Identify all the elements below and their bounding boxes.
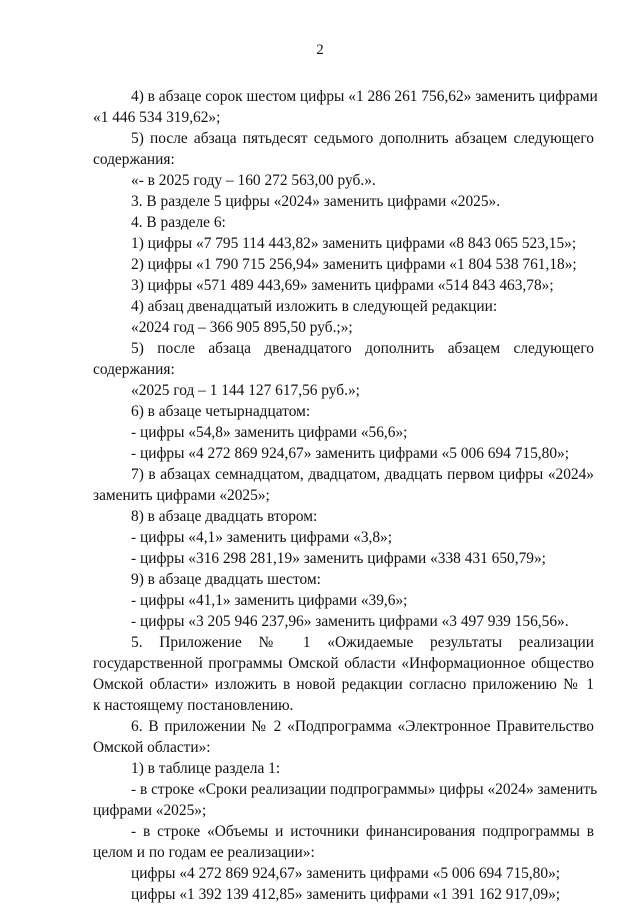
text-line: «1 446 534 319,62»; bbox=[93, 109, 221, 126]
text-line: Омской области» изложить в новой редакции согласно приложению № 1 bbox=[93, 676, 594, 693]
text-line: 4) в абзаце сорок шестом цифры «1 286 261 756,62» заменить цифрами bbox=[131, 88, 598, 105]
text-line: «2024 год – 366 905 895,50 руб.;»; bbox=[131, 319, 353, 336]
text-line: 2) цифры «1 790 715 256,94» заменить цифрами «1 804 538 761,18»; bbox=[131, 256, 577, 273]
text-line: - цифры «4,1» заменить цифрами «3,8»; bbox=[131, 529, 393, 546]
text-line: цифрами «2025»; bbox=[93, 802, 207, 819]
text-line: цифры «4 272 869 924,67» заменить цифрами «5 006 694 715,80»; bbox=[131, 865, 561, 882]
text-line: к настоящему постановлению. bbox=[93, 697, 294, 714]
text-line: содержания: bbox=[93, 361, 175, 378]
text-line: 7) в абзацах семнадцатом, двадцатом, двадцать первом цифры «2024» bbox=[131, 466, 594, 483]
text-line: 3. В разделе 5 цифры «2024» заменить цифрами «2025». bbox=[131, 193, 501, 210]
text-line: 3) цифры «571 489 443,69» заменить цифрами «514 843 463,78»; bbox=[131, 277, 554, 294]
text-line: 4. В разделе 6: bbox=[131, 214, 226, 231]
text-line: «- в 2025 году – 160 272 563,00 руб.». bbox=[131, 172, 376, 189]
text-line: - цифры «41,1» заменить цифрами «39,6»; bbox=[131, 592, 408, 609]
text-line: - цифры «316 298 281,19» заменить цифрами «338 431 650,79»; bbox=[131, 550, 546, 567]
text-line: Омской области»: bbox=[93, 739, 211, 756]
text-line: 6) в абзаце четырнадцатом: bbox=[131, 403, 311, 420]
text-line: 1) в таблице раздела 1: bbox=[131, 760, 281, 777]
text-line: 4) абзац двенадцатый изложить в следующей редакции: bbox=[131, 298, 498, 315]
text-line: 9) в абзаце двадцать шестом: bbox=[131, 571, 321, 588]
text-line: - в строке «Сроки реализации подпрограммы» цифры «2024» заменить bbox=[131, 781, 598, 798]
text-line: содержания: bbox=[93, 151, 175, 168]
text-line: - в строке «Объемы и источники финансирования подпрограммы в bbox=[131, 823, 594, 840]
text-line: - цифры «3 205 946 237,96» заменить цифрами «3 497 939 156,56». bbox=[131, 613, 569, 630]
text-line: - цифры «4 272 869 924,67» заменить цифрами «5 006 694 715,80»; bbox=[131, 445, 570, 462]
page-number: 2 bbox=[316, 42, 324, 58]
text-line: 5. Приложение № 1 «Ожидаемые результаты реализации bbox=[131, 634, 594, 651]
text-line: - цифры «54,8» заменить цифрами «56,6»; bbox=[131, 424, 408, 441]
text-line: целом и по годам ее реализации»: bbox=[93, 844, 315, 861]
text-line: 5) после абзаца пятьдесят седьмого дополнить абзацем следующего bbox=[131, 130, 594, 147]
text-line: «2025 год – 1 144 127 617,56 руб.»; bbox=[131, 382, 360, 399]
text-line: 5) после абзаца двенадцатого дополнить абзацем следующего bbox=[131, 340, 594, 357]
text-line: 1) цифры «7 795 114 443,82» заменить цифрами «8 843 065 523,15»; bbox=[131, 235, 577, 252]
text-line: цифры «1 392 139 412,85» заменить цифрами «1 391 162 917,09»; bbox=[131, 886, 561, 903]
text-line: 6. В приложении № 2 «Подпрограмма «Электронное Правительство bbox=[131, 718, 594, 735]
text-line: государственной программы Омской области «Информационное общество bbox=[93, 655, 594, 672]
text-line: заменить цифрами «2025»; bbox=[93, 487, 270, 504]
text-line: 8) в абзаце двадцать втором: bbox=[131, 508, 318, 525]
